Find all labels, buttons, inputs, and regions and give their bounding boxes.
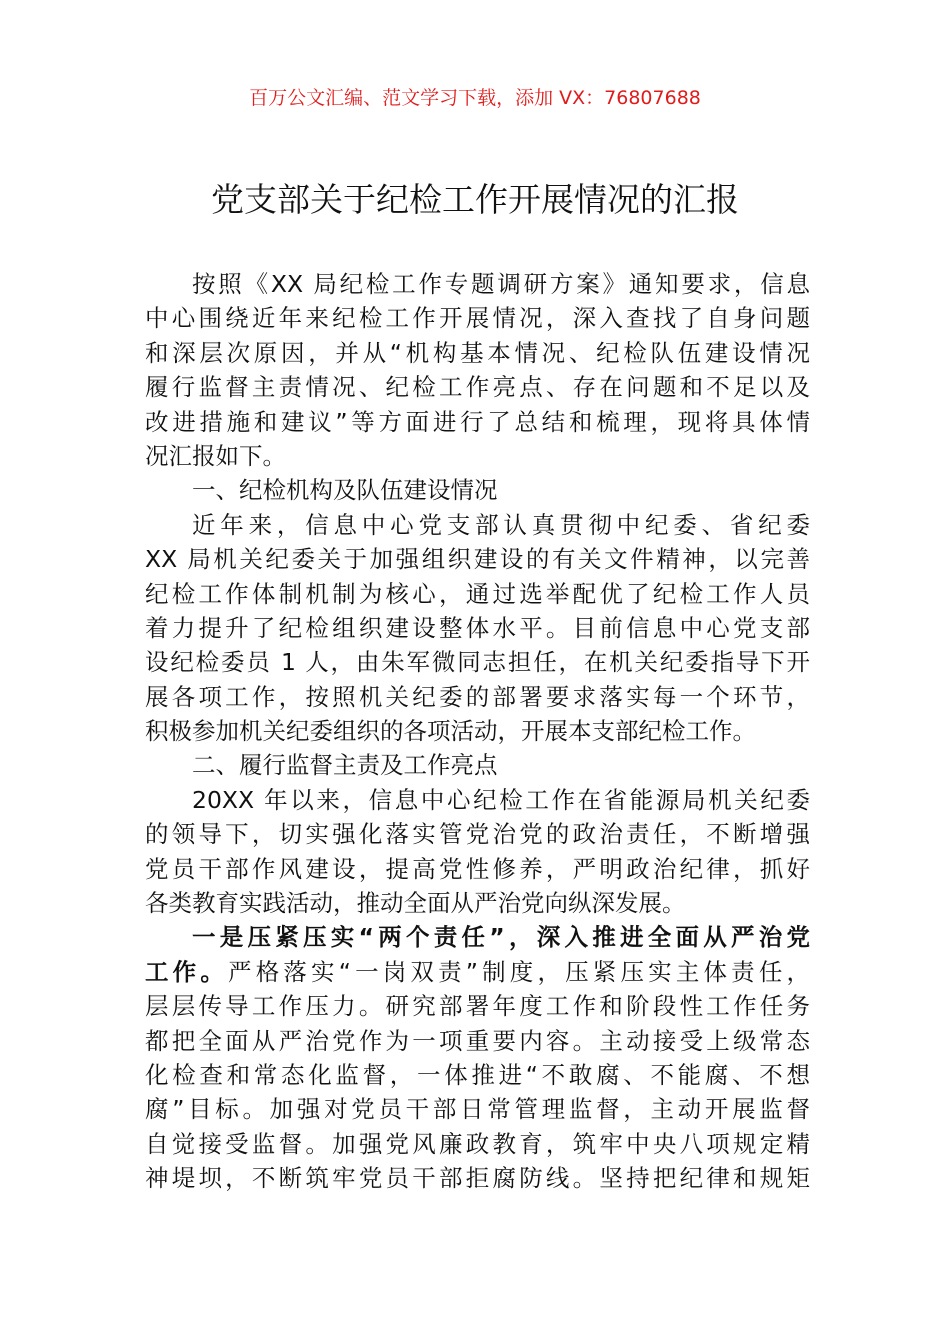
bold-subheading-end: 工作。 [145,957,229,986]
section-heading: 一、纪检机构及队伍建设情况 [192,476,498,505]
paragraph-line: 腐”目标。加强对党员干部日常管理监督，主动开展监督 [145,1095,810,1124]
paragraph-line: 和深层次原因，并从“机构基本情况、纪检队伍建设情况 [145,338,810,367]
bold-subheading: 一是压紧压实“两个责任”，深入推进全面从严治党 [192,923,810,952]
paragraph-line: 党员干部作风建设，提高党性修养，严明政治纪律，抓好 [145,854,810,883]
paragraph-line: 着力提升了纪检组织建设整体水平。目前信息中心党支部 [145,613,810,642]
paragraph-line: 按照《XX 局纪检工作专题调研方案》通知要求，信息 [192,270,810,298]
paragraph-line: 纪检工作体制机制为核心，通过选举配优了纪检工作人员 [145,579,810,608]
paragraph-line: XX 局机关纪委关于加强组织建设的有关文件精神，以完善 [145,545,810,574]
section-heading: 二、履行监督主责及工作亮点 [192,751,498,780]
paragraph-line: 设纪检委员 1 人，由朱军微同志担任，在机关纪委指导下开 [145,648,810,677]
paragraph-line: 积极参加机关纪委组织的各项活动，开展本支部纪检工作。 [145,717,756,746]
document-title: 党支部关于纪检工作开展情况的汇报 [211,180,739,219]
paragraph-line [145,955,810,989]
paragraph-line: 各类教育实践活动，推动全面从严治党向纵深发展。 [145,889,686,918]
paragraph-line: 自觉接受监督。加强党风廉政教育，筑牢中央八项规定精 [145,1129,810,1158]
paragraph-line: 况汇报如下。 [145,441,286,470]
paragraph-line: 20XX 年以来，信息中心纪检工作在省能源局机关纪委 [192,785,810,814]
paragraph-line: 层层传导工作压力。研究部署年度工作和阶段性工作任务 [145,992,810,1021]
document-body [145,267,810,1196]
paragraph-text: 严格落实“一岗双责”制度，压紧压实主体责任， [228,957,811,986]
paragraph-line: 的领导下，切实强化落实管党治党的政治责任，不断增强 [145,820,810,849]
paragraph-line: 化检查和常态化监督，一体推进“不敢腐、不能腐、不想 [145,1060,810,1089]
paragraph-line: 神堤坝，不断筑牢党员干部拒腐防线。坚持把纪律和规矩 [145,1164,810,1193]
paragraph-line: 近年来，信息中心党支部认真贯彻中纪委、省纪委 [192,510,810,539]
paragraph-line: 改进措施和建议”等方面进行了总结和梳理，现将具体情 [145,407,810,436]
paragraph-line: 都把全面从严治党作为一项重要内容。主动接受上级常态 [145,1026,810,1055]
header-note: 百万公文汇编、范文学习下载，添加 VX：76807688 [249,87,701,109]
paragraph-line: 中心围绕近年来纪检工作开展情况，深入查找了自身问题 [145,304,810,333]
paragraph-line: 展各项工作，按照机关纪委的部署要求落实每一个环节， [145,682,810,711]
paragraph-line: 履行监督主责情况、纪检工作亮点、存在问题和不足以及 [145,373,810,402]
